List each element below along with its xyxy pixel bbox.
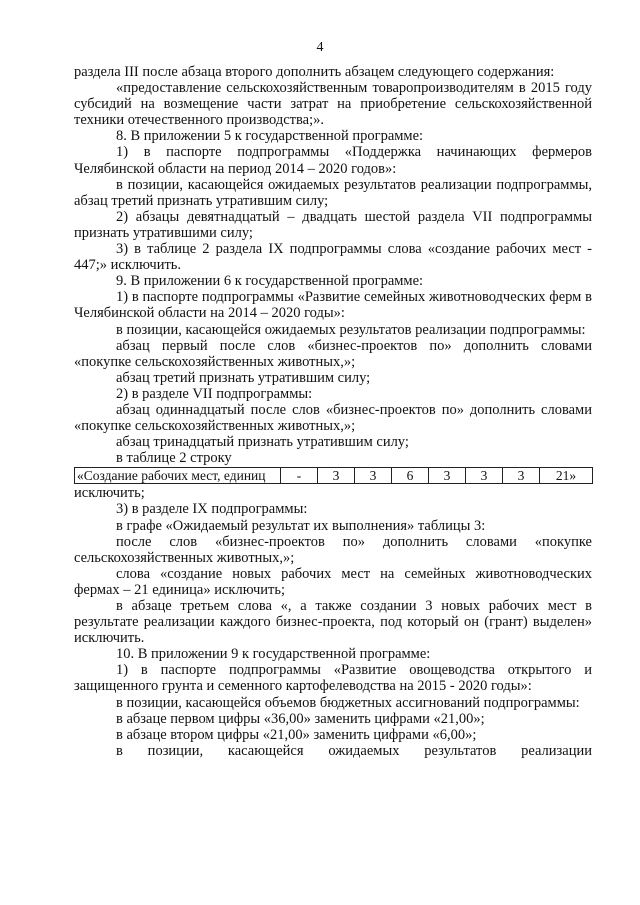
paragraph: абзац одиннадцатый после слов «бизнес-проектов по» дополнить словами «покупке сельскохозяйственных животных,»; [74, 401, 592, 435]
table-cell-value: 3 [503, 468, 540, 484]
paragraph: после слов «бизнес-проектов по» дополнить словами «покупке сельскохозяйственных животных,»; [74, 533, 592, 566]
paragraph: в позиции, касающейся объемов бюджетных ассигнований подпрограммы: [116, 694, 580, 711]
paragraph: в графе «Ожидаемый результат их выполнения» таблицы 3: [116, 517, 486, 534]
paragraph: в позиции, касающейся ожидаемых результатов реализации подпрограммы: [116, 321, 586, 338]
table-cell-value: 3 [355, 468, 392, 484]
table-cell-value: 3 [429, 468, 466, 484]
paragraph: 1) в паспорте подпрограммы «Развитие семейных животноводческих ферм в Челябинской области на 2014 – 2020 годы»: [74, 289, 592, 322]
paragraph: слова «создание новых рабочих мест на семейных животноводческих фермах – 21 единица» исключить; [74, 565, 592, 598]
text-block-before-table [74, 64, 592, 466]
paragraph: абзац третий признать утратившим силу; [116, 369, 371, 386]
paragraph: 1) в паспорте подпрограммы «Развитие овощеводства открытого и защищенного грунта и семенного картофелеводства на 2015 - 2020 годы»: [74, 662, 592, 695]
table-cell-value: 6 [392, 468, 429, 484]
paragraph: исключить; [74, 485, 145, 502]
table-row [75, 468, 593, 484]
paragraph: в абзаце третьем слова «, а также создании 3 новых рабочих мест в результате реализации каждого бизнес-проекта, под который он (грант) выделен» исключить. [74, 598, 592, 647]
table-cell-value: 3 [318, 468, 355, 484]
paragraph: 8. В приложении 5 к государственной программе: [116, 128, 424, 145]
paragraph: 3) в таблице 2 раздела IX подпрограммы слова «создание рабочих мест - 447;» исключить. [74, 241, 592, 274]
jobs-table-row [74, 467, 593, 484]
paragraph: в позиции, касающейся ожидаемых результатов реализации подпрограммы, абзац третий признать утратившим силу; [74, 176, 592, 209]
paragraph: в абзаце первом цифры «36,00» заменить цифрами «21,00»; [116, 710, 485, 727]
table-cell-label: «Создание рабочих мест, единиц [75, 468, 281, 484]
paragraph: «предоставление сельскохозяйственным товаропроизводителям в 2015 году субсидий на возмещение части затрат на приобретение сельскохозяйственной техники отечественного производства;». [74, 80, 592, 129]
paragraph: абзац тринадцатый признать утратившим силу; [116, 434, 409, 451]
paragraph: 10. В приложении 9 к государственной программе: [116, 646, 431, 663]
document-body [74, 64, 592, 759]
table-cell-value: 3 [466, 468, 503, 484]
paragraph: раздела III после абзаца второго дополнить абзацем следующего содержания: [74, 64, 555, 80]
paragraph: в позиции, касающейся ожидаемых результатов реализации [116, 742, 592, 759]
paragraph: в абзаце втором цифры «21,00» заменить цифрами «6,00»; [116, 726, 477, 743]
table-cell-value: 21» [540, 468, 593, 484]
page-number: 4 [316, 40, 324, 55]
paragraph: в таблице 2 строку [116, 450, 232, 467]
paragraph: 2) абзацы девятнадцатый – двадцать шестой раздела VII подпрограммы признать утратившими силу; [74, 208, 592, 241]
paragraph: 3) в разделе IX подпрограммы: [116, 501, 308, 518]
paragraph: 1) в паспорте подпрограммы «Поддержка начинающих фермеров Челябинской области на период 2014 – 2020 годов»: [74, 144, 592, 177]
paragraph: абзац первый после слов «бизнес-проектов по» дополнить словами «покупке сельскохозяйственных животных,»; [74, 337, 592, 370]
paragraph: 9. В приложении 6 к государственной программе: [116, 273, 424, 290]
text-block-after-table [74, 485, 592, 759]
paragraph: 2) в разделе VII подпрограммы: [116, 385, 313, 402]
table-cell-value: - [281, 468, 318, 484]
